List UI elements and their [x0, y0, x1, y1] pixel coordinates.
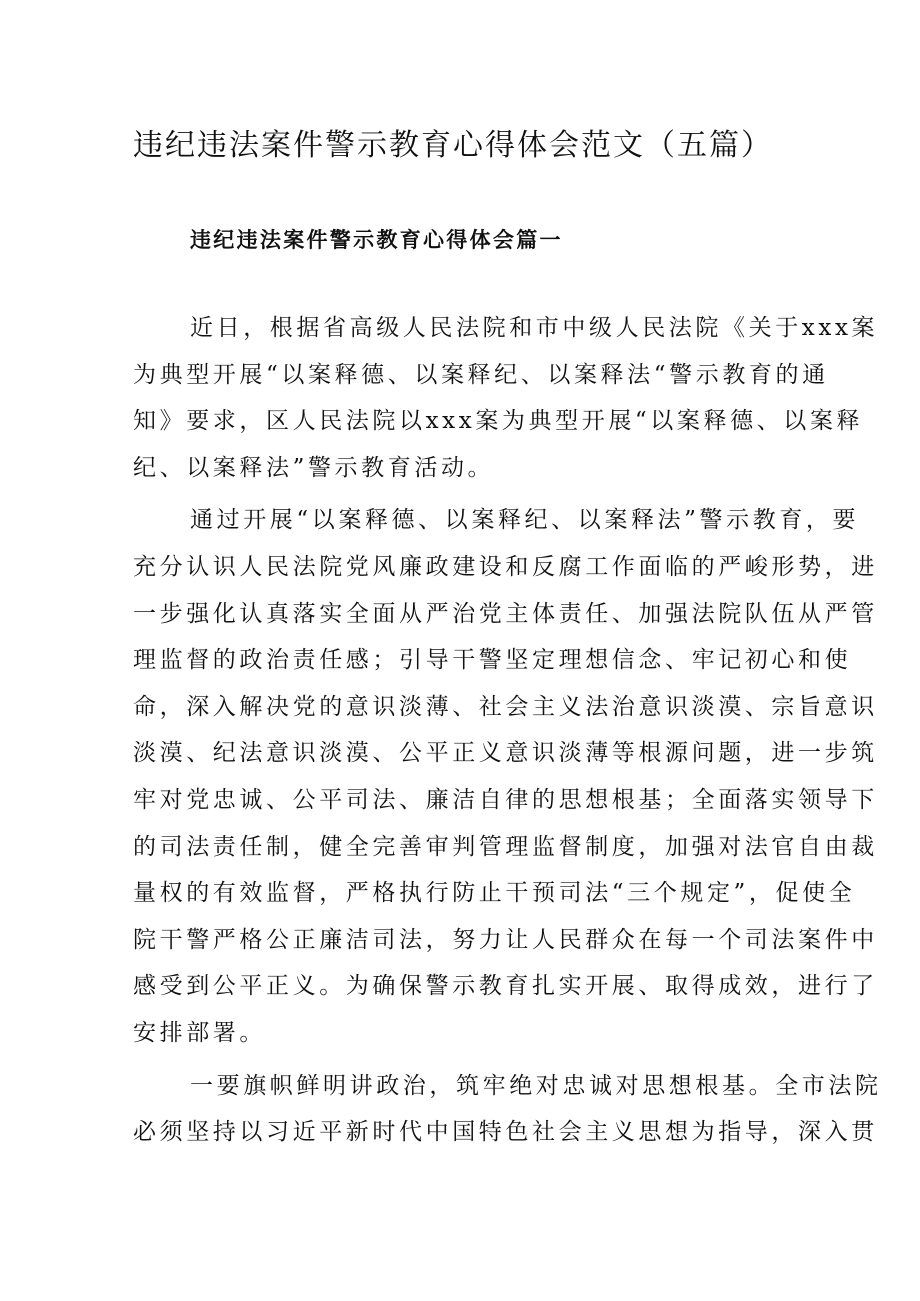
paragraph: [133, 505, 878, 1064]
text-line: 近日，根据省高级人民法院和市中级人民法院《关于xxx案: [190, 315, 879, 341]
document-body: [133, 313, 882, 1170]
text-line: 一步强化认真落实全面从严治党主体责任、加强法院队伍从严管: [133, 600, 878, 627]
text-line: 通过开展“以案释德、以案释纪、以案释法”警示教育，要: [190, 507, 860, 534]
text-line: 理监督的政治责任感；引导干警坚定理想信念、牢记初心和使: [133, 647, 852, 674]
text-line: 必须坚持以习近平新时代中国特色社会主义思想为指导，深入贯: [133, 1119, 878, 1146]
paragraph: [133, 1071, 882, 1164]
text-line: 一要旗帜鲜明讲政治，筑牢绝对忠诚对思想根基。全市法院: [190, 1072, 882, 1099]
text-line: 院干警严格公正廉洁司法，努力让人民群众在每一个司法案件中: [133, 926, 878, 953]
section-heading: 违纪违法案件警示教育心得体会篇一: [190, 228, 563, 252]
text-line: 为典型开展“以案释德、以案释纪、以案释法“警示教育的通: [133, 361, 829, 388]
text-line: 充分认识人民法院党风廉政建设和反腐工作面临的严峻形势，进: [133, 553, 878, 580]
text-line: 感受到公平正义。为确保警示教育扎实开展、取得成效，进行了: [133, 973, 878, 1000]
text-line: 淡漠、纪法意识淡漠、公平正义意识淡薄等根源问题，进一步筑: [133, 740, 878, 767]
text-line: 纪、以案释法”警示教育活动。: [133, 454, 495, 481]
paragraph: [133, 313, 879, 499]
text-line: 安排部署。: [133, 1019, 266, 1046]
text-line: 牢对党忠诚、公平司法、廉洁自律的思想根基；全面落实领导下: [133, 786, 878, 813]
text-line: 量权的有效监督，严格执行防止干预司法“三个规定”，促使全: [133, 880, 856, 907]
text-line: 命，深入解决党的意识淡薄、社会主义法治意识淡漠、宗旨意识: [133, 693, 878, 720]
text-line: 知》要求，区人民法院以xxx案为典型开展“以案释德、以案释: [133, 408, 864, 435]
text-line: 的司法责任制，健全完善审判管理监督制度，加强对法官自由裁: [133, 833, 878, 860]
document-title: 违纪违法案件警示教育心得体会范文（五篇）: [133, 128, 773, 163]
